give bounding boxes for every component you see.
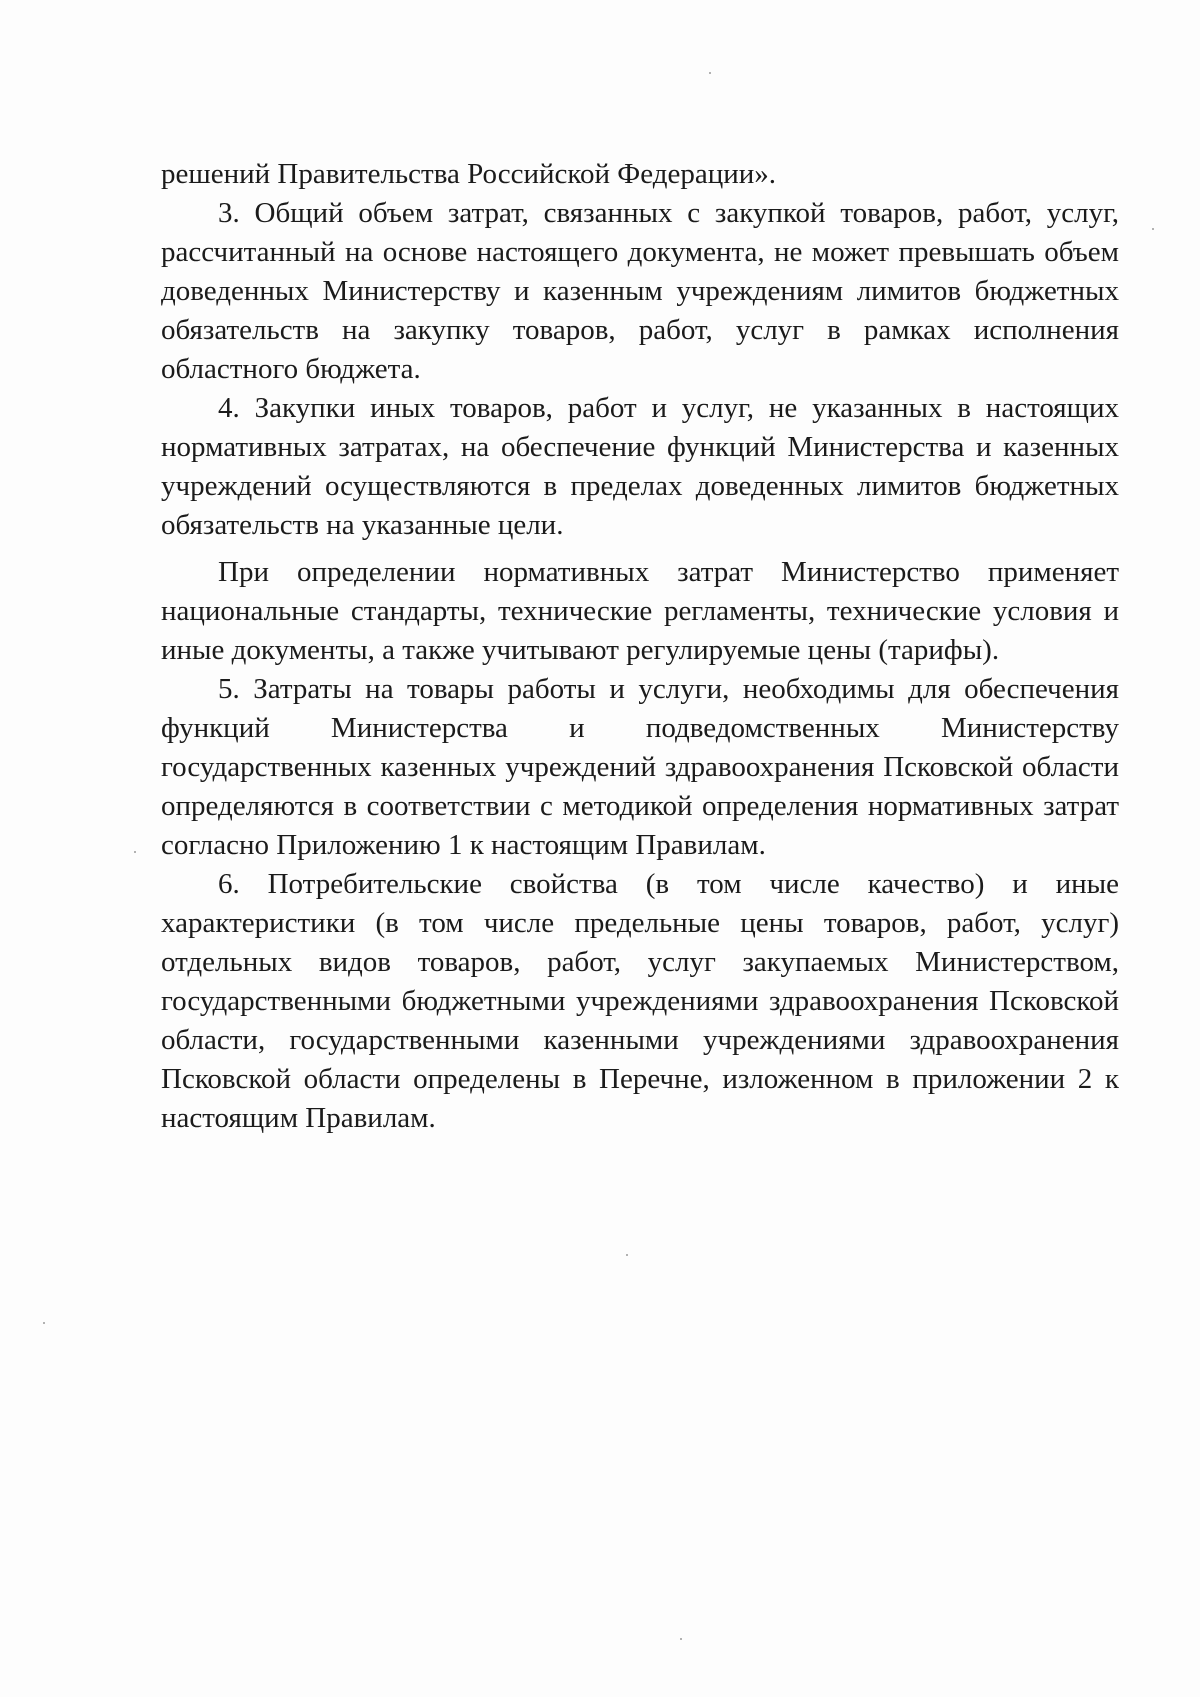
paragraph-item-3: 3. Общий объем затрат, связанных с закупкой товаров, работ, услуг, рассчитанный на основе настоящего документа, не может превышать объем доведенных Министерству и казенным учреждениям лимитов бюджетных обязательств на закупку товаров, работ, услуг в рамках исполнения областного бюджета. [161,197,1119,385]
paragraph-normative-costs: При определении нормативных затрат Министерство применяет национальные стандарты, технические регламенты, технические условия и иные документы, а также учитывают регулируемые цены (тарифы). [161,556,1119,666]
scan-speck [626,1254,628,1256]
paragraph-item-6: 6. Потребительские свойства (в том числе качество) и иные характеристики (в том числе предельные цены товаров, работ, услуг) отдельных видов товаров, работ, услуг закупаемых Министерством, государственными бюджетными учреждениями здравоохранения Псковской области, государственными казенными учреждениями здравоохранения Псковской области определены в Перечне, изложенном в приложении 2 к настоящим Правилам. [161,868,1119,1134]
scan-speck [680,1638,682,1640]
scan-speck [43,1322,45,1324]
paragraph-item-4: 4. Закупки иных товаров, работ и услуг, не указанных в настоящих нормативных затратах, на обеспечение функций Министерства и казенных учреждений осуществляются в пределах доведенных лимитов бюджетных обязательств на указанные цели. [161,392,1119,541]
paragraph-continuation: решений Правительства Российской Федерации». [161,158,777,190]
scan-speck [1152,228,1154,230]
scan-speck [709,72,711,74]
scan-speck [134,851,136,853]
paragraph-item-5: 5. Затраты на товары работы и услуги, необходимы для обеспечения функций Министерства и подведомственных Министерству государственных казенных учреждений здравоохранения Псковской области определяются в соответствии с методикой определения нормативных затрат согласно Приложению 1 к настоящим Правилам. [161,673,1119,861]
document-body [161,155,1119,1138]
